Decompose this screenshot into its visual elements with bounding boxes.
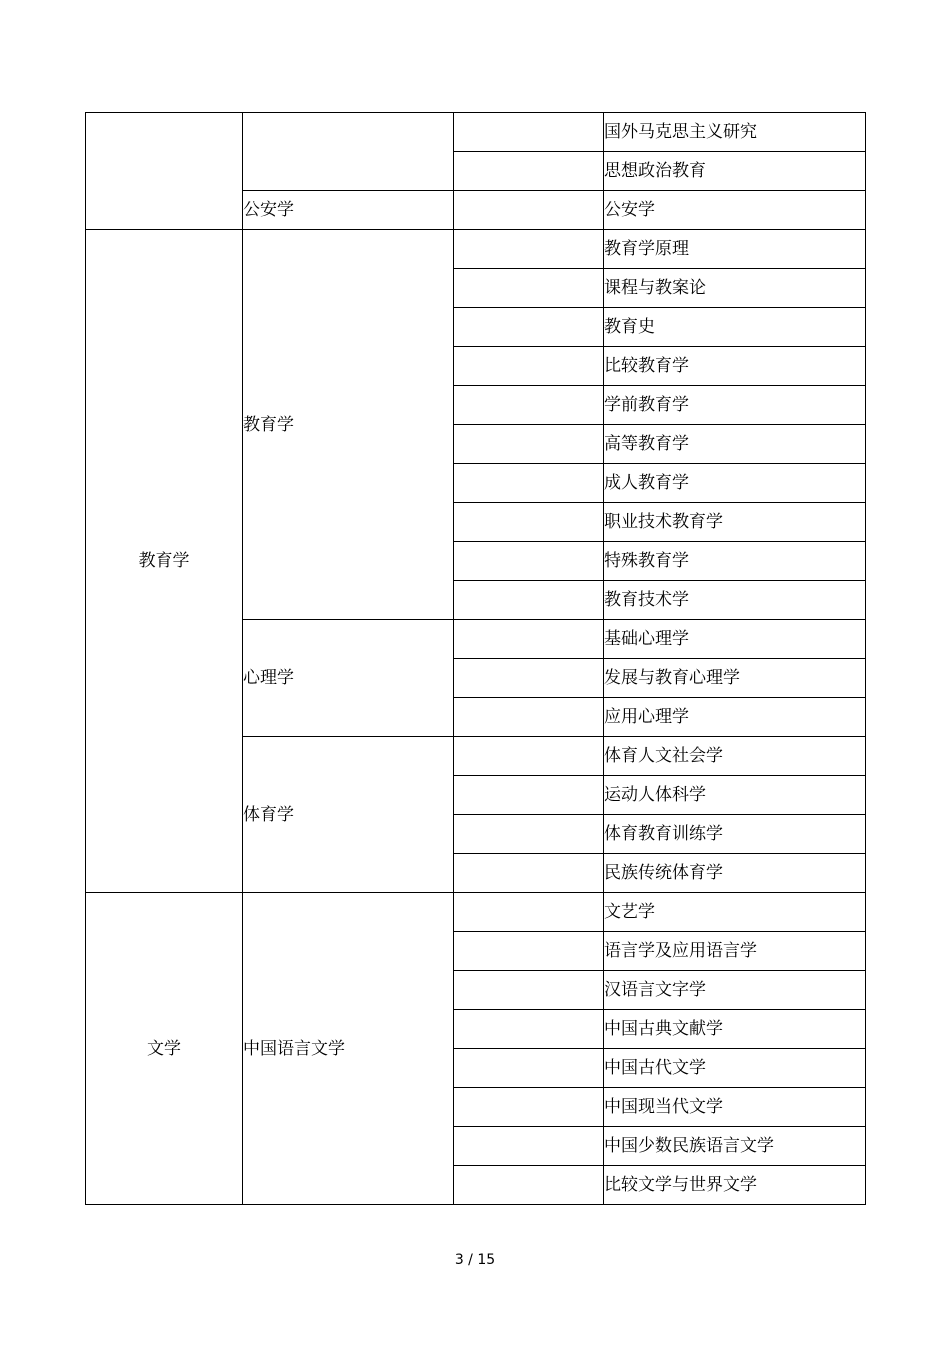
second-level-discipline-cell: 文艺学 [604,893,866,932]
second-level-discipline-cell: 中国古代文学 [604,1049,866,1088]
code-cell [454,620,604,659]
code-cell [454,854,604,893]
second-level-discipline-cell: 汉语言文字学 [604,971,866,1010]
code-cell [454,464,604,503]
second-level-discipline-cell: 公安学 [604,191,866,230]
second-level-discipline-cell: 特殊教育学 [604,542,866,581]
code-cell [454,152,604,191]
second-level-discipline-cell: 中国现当代文学 [604,1088,866,1127]
code-cell [454,113,604,152]
first-level-discipline-cell: 教育学 [243,230,454,620]
first-level-discipline-cell: 体育学 [243,737,454,893]
code-cell [454,815,604,854]
code-cell [454,1166,604,1205]
code-cell [454,893,604,932]
second-level-discipline-cell: 体育教育训练学 [604,815,866,854]
second-level-discipline-cell: 比较文学与世界文学 [604,1166,866,1205]
category-cell [86,113,243,230]
code-cell [454,1010,604,1049]
code-cell [454,659,604,698]
code-cell [454,737,604,776]
second-level-discipline-cell: 体育人文社会学 [604,737,866,776]
code-cell [454,308,604,347]
code-cell [454,581,604,620]
second-level-discipline-cell: 学前教育学 [604,386,866,425]
second-level-discipline-cell: 教育史 [604,308,866,347]
code-cell [454,386,604,425]
second-level-discipline-cell: 教育技术学 [604,581,866,620]
second-level-discipline-cell: 成人教育学 [604,464,866,503]
first-level-discipline-cell [243,113,454,191]
code-cell [454,1127,604,1166]
table-row [86,230,866,269]
code-cell [454,269,604,308]
code-cell [454,503,604,542]
code-cell [454,542,604,581]
second-level-discipline-cell: 基础心理学 [604,620,866,659]
second-level-discipline-cell: 民族传统体育学 [604,854,866,893]
first-level-discipline-cell: 中国语言文学 [243,893,454,1205]
code-cell [454,191,604,230]
second-level-discipline-cell: 运动人体科学 [604,776,866,815]
code-cell [454,230,604,269]
second-level-discipline-cell: 语言学及应用语言学 [604,932,866,971]
second-level-discipline-cell: 中国古典文献学 [604,1010,866,1049]
code-cell [454,698,604,737]
second-level-discipline-cell: 国外马克思主义研究 [604,113,866,152]
second-level-discipline-cell: 思想政治教育 [604,152,866,191]
code-cell [454,347,604,386]
code-cell [454,425,604,464]
code-cell [454,1049,604,1088]
second-level-discipline-cell: 教育学原理 [604,230,866,269]
discipline-table-body [86,113,866,1205]
second-level-discipline-cell: 高等教育学 [604,425,866,464]
first-level-discipline-cell: 心理学 [243,620,454,737]
discipline-table [85,112,866,1205]
code-cell [454,971,604,1010]
second-level-discipline-cell: 职业技术教育学 [604,503,866,542]
table-row [86,113,866,152]
code-cell [454,776,604,815]
second-level-discipline-cell: 比较教育学 [604,347,866,386]
page-number: 3 / 15 [454,1252,496,1268]
category-cell: 教育学 [86,230,243,893]
table-row [86,893,866,932]
code-cell [454,932,604,971]
first-level-discipline-cell: 公安学 [243,191,454,230]
second-level-discipline-cell: 课程与教案论 [604,269,866,308]
second-level-discipline-cell: 中国少数民族语言文学 [604,1127,866,1166]
category-cell: 文学 [86,893,243,1205]
second-level-discipline-cell: 应用心理学 [604,698,866,737]
second-level-discipline-cell: 发展与教育心理学 [604,659,866,698]
code-cell [454,1088,604,1127]
